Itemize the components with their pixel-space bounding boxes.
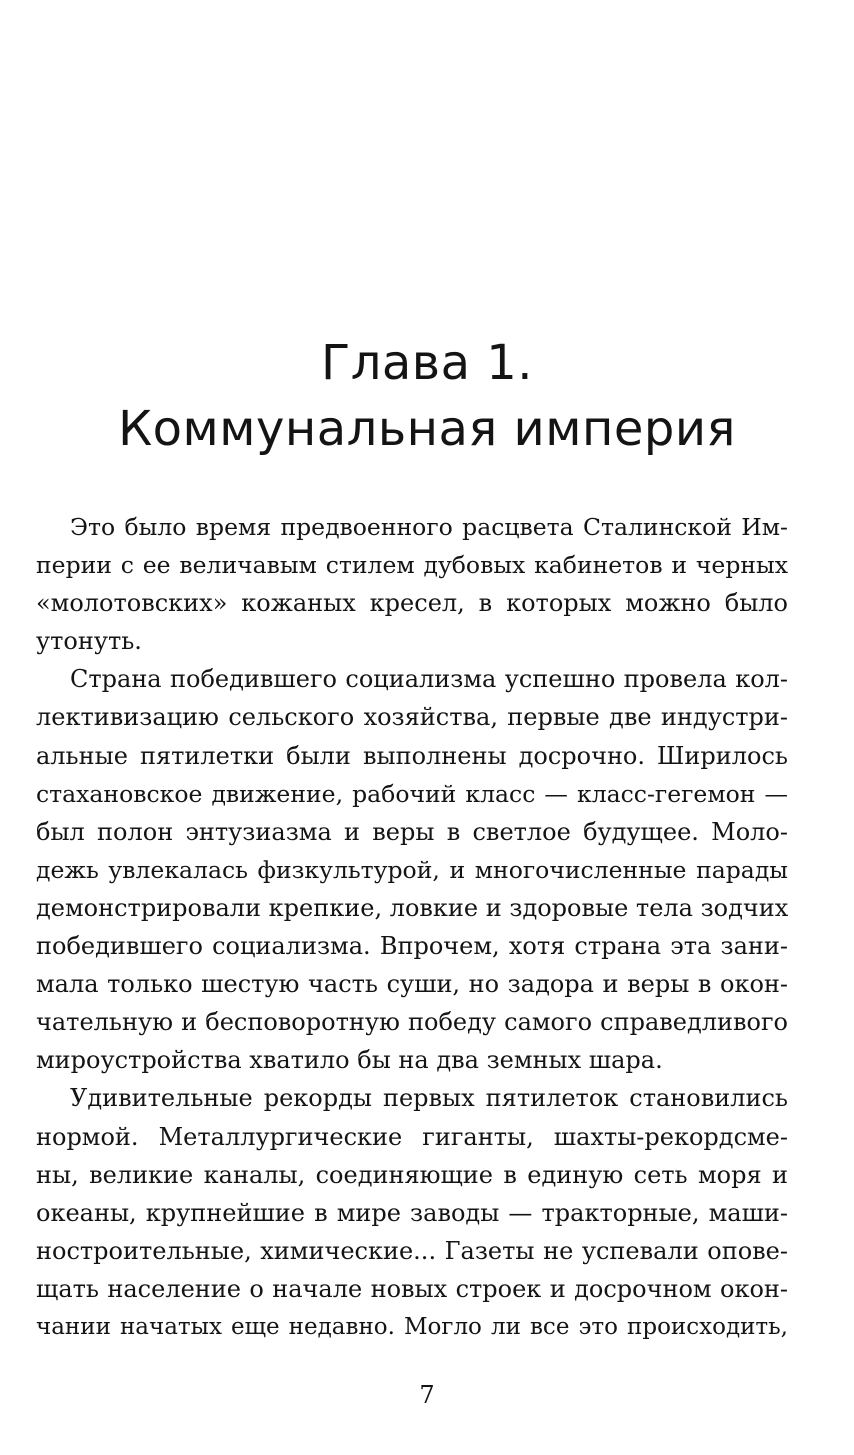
text-line: ны, великие каналы, соединяющие в единую сеть моря и (36, 1160, 788, 1189)
chapter-heading (0, 330, 854, 462)
text-line: щать население о начале новых строек и досрочном окон- (36, 1274, 788, 1303)
text-line: мироустройства хватило бы на два земных шара. (36, 1046, 663, 1075)
text-line: океаны, крупнейшие в мире заводы — тракторные, маши- (36, 1198, 788, 1227)
text-line: утонуть. (36, 627, 142, 656)
text-line: Это было время предвоенного расцвета Сталинской Им- (70, 513, 788, 541)
chapter-title: Коммунальная империя (118, 401, 736, 457)
text-line: чательную и бесповоротную победу самого справедливого (36, 1008, 788, 1037)
text-line: перии с ее величавым стилем дубовых кабинетов и черных (36, 551, 788, 580)
text-line: стахановское движение, рабочий класс — класс-гегемон — (36, 779, 788, 808)
text-line: Удивительные рекорды первых пятилеток становились (70, 1084, 788, 1113)
page-number: 7 (419, 1381, 435, 1409)
text-line: альные пятилетки были выполнены досрочно. Ширилось (36, 741, 788, 770)
text-line: чании начатых еще недавно. Могло ли все это происходить, (36, 1313, 788, 1340)
text-line: был полон энтузиазма и веры в светлое будущее. Моло- (36, 817, 788, 846)
text-line: лективизацию сельского хозяйства, первые две индустри- (36, 703, 788, 732)
text-line: дежь увлекалась физкультурой, и многочисленные парады (36, 855, 788, 884)
text-line: Страна победившего социализма успешно провела кол- (70, 665, 788, 694)
chapter-number: Глава 1. (320, 335, 534, 391)
text-line: мала только шестую часть суши, но задора и веры в окон- (36, 970, 788, 999)
body-text (36, 508, 788, 1346)
text-line: нормой. Металлургические гиганты, шахты-рекордсме- (36, 1122, 788, 1151)
text-line: демонстрировали крепкие, ловкие и здоровые тела зодчих (36, 893, 789, 922)
text-line: ностроительные, химические... Газеты не успевали опове- (36, 1236, 788, 1265)
text-line: «молотовских» кожаных кресел, в которых можно было (36, 589, 788, 618)
text-line: победившего социализма. Впрочем, хотя страна эта зани- (36, 932, 788, 961)
